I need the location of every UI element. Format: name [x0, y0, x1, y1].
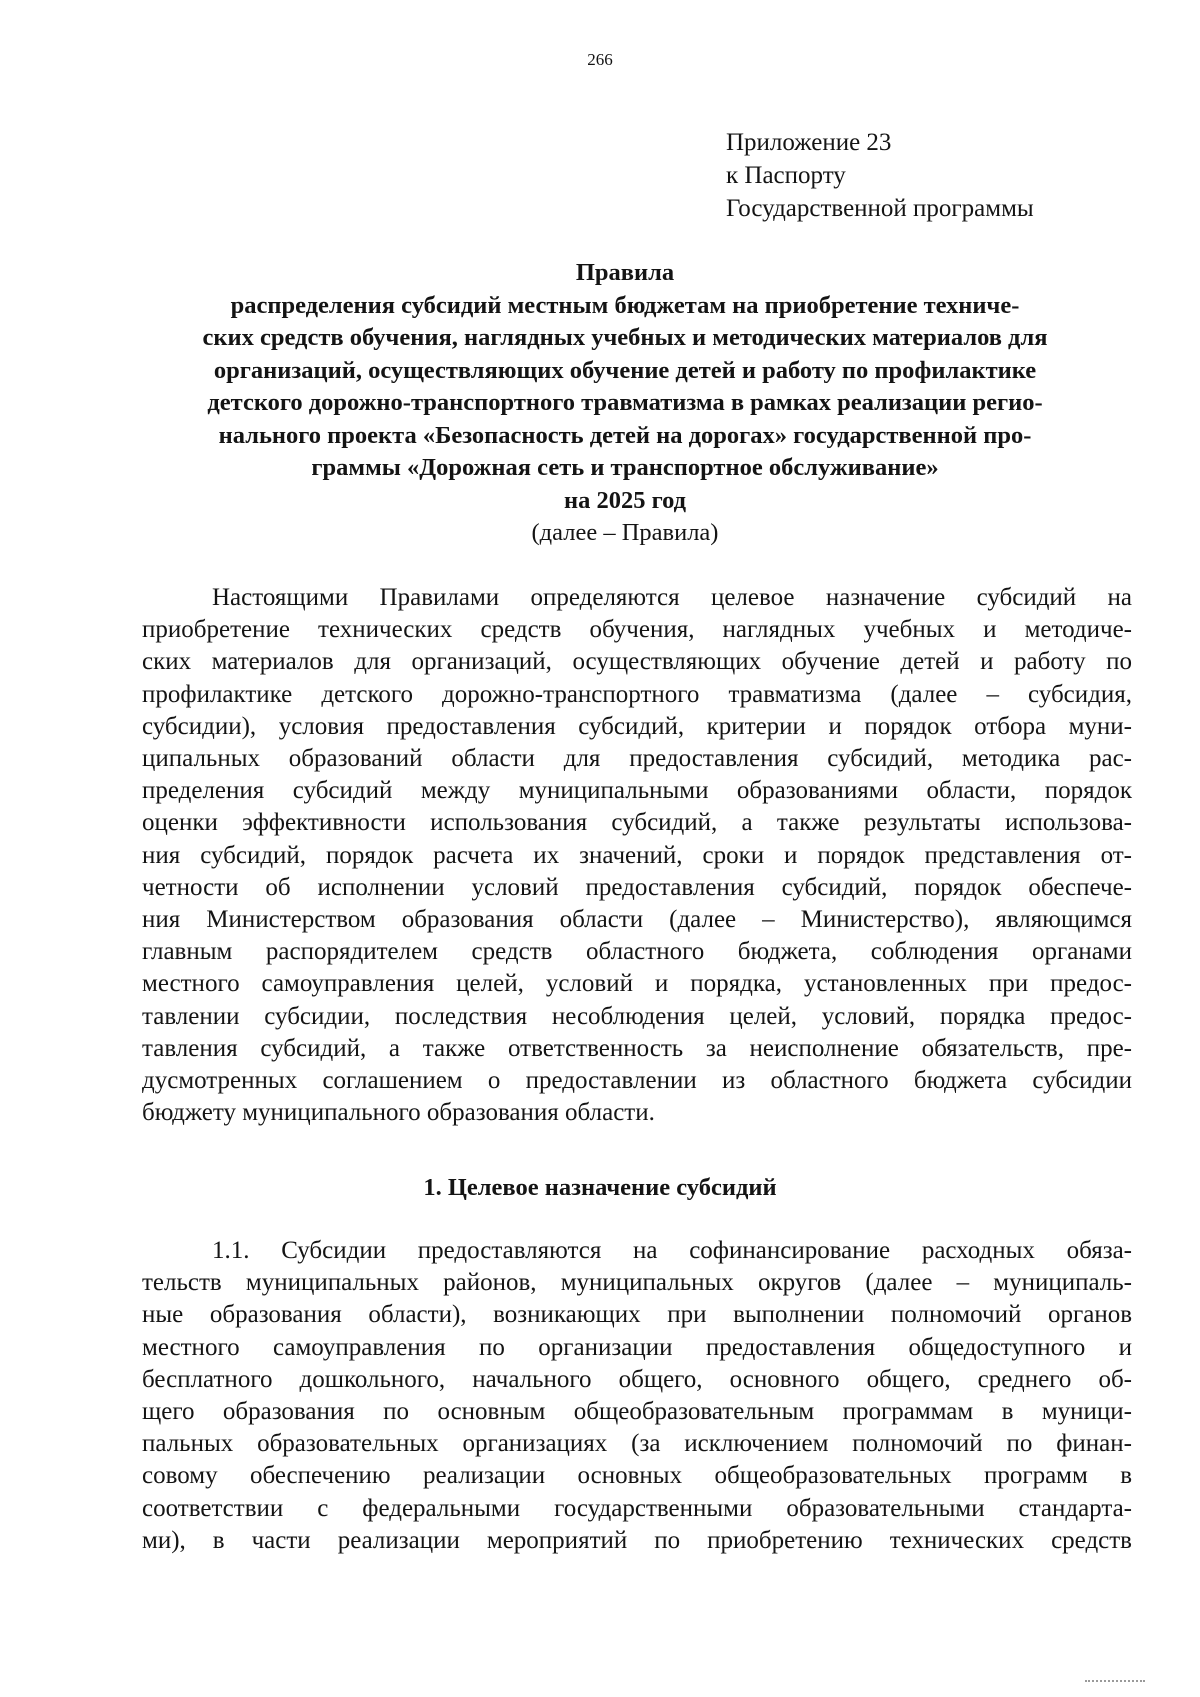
paragraph-line: главным распорядителем средств областного бюджета, соблюдения органами	[142, 938, 1132, 966]
clause-1-1	[142, 1235, 1132, 1557]
paragraph-line: пределения субсидий между муниципальными образованиями области, порядок	[142, 777, 1132, 805]
paragraph-line: тельств муниципальных районов, муниципальных округов (далее – муниципаль-	[142, 1269, 1132, 1297]
paragraph-line: ния субсидий, порядок расчета их значений, сроки и порядок представления от-	[142, 841, 1132, 869]
paragraph-line: ния Министерством образования области (далее – Министерство), являющимся	[142, 906, 1132, 934]
appendix-line: Приложение 23	[726, 129, 892, 156]
paragraph-line: соответствии с федеральными государственными образовательными стандарта-	[142, 1494, 1132, 1522]
paragraph-line: местного самоуправления по организации предоставления общедоступного и	[142, 1333, 1132, 1361]
title-line: нального проекта «Безопасность детей на дорогах» государственной про-	[218, 421, 1032, 449]
paragraph-line: тавлении субсидии, последствия несоблюдения целей, условий, порядка предос-	[142, 1002, 1132, 1030]
paragraph-line: дусмотренных соглашением о предоставлении из областного бюджета субсидии	[142, 1067, 1132, 1095]
paragraph-line: ских материалов для организаций, осуществляющих обучение детей и работу по	[142, 648, 1132, 676]
title-line: граммы «Дорожная сеть и транспортное обслуживание»	[311, 454, 939, 481]
intro-paragraph	[142, 582, 1132, 1129]
paragraph-line: ные образования области), возникающих при выполнении полномочий органов	[142, 1301, 1132, 1329]
paragraph-line: ми), в части реализации мероприятий по приобретению технических средств	[142, 1526, 1132, 1554]
paragraph-line: местного самоуправления целей, условий и порядка, установленных при предос-	[142, 970, 1132, 998]
appendix-line: к Паспорту	[726, 162, 846, 189]
paragraph-line: тавления субсидий, а также ответственность за неисполнение обязательств, пре-	[142, 1034, 1132, 1062]
title-note: (далее – Правила)	[531, 519, 719, 546]
appendix-reference	[726, 126, 1166, 225]
paragraph-line: профилактике детского дорожно-транспортного травматизма (далее – субсидия,	[142, 680, 1132, 708]
title-heading: Правила	[575, 259, 675, 286]
title-line: детского дорожно-транспортного травматизма в рамках реализации регио-	[207, 389, 1043, 416]
section-heading: 1. Целевое назначение субсидий	[423, 1174, 777, 1201]
page-number: 266	[587, 50, 613, 69]
appendix-line: Государственной программы	[726, 195, 1034, 222]
paragraph-line: приобретение технических средств обучения, наглядных учебных и методиче-	[142, 616, 1132, 644]
paragraph-line: совому обеспечению реализации основных общеобразовательных программ в	[142, 1462, 1132, 1490]
title-line: ских средств обучения, наглядных учебных и методических материалов для	[202, 324, 1048, 351]
paragraph-line: четности об исполнении условий предоставления субсидий, порядок обеспече-	[142, 873, 1132, 901]
paragraph-line: 1.1. Субсидии предоставляются на софинансирование расходных обяза-	[212, 1237, 1132, 1264]
paragraph-line: щего образования по основным общеобразовательным программам в муници-	[142, 1398, 1132, 1426]
paragraph-line: бюджету муниципального образования области.	[142, 1099, 655, 1127]
paragraph-line: бесплатного дошкольного, начального общего, основного общего, среднего об-	[142, 1365, 1132, 1393]
scan-artifact-mark	[1085, 1680, 1145, 1688]
title-line: организаций, осуществляющих обучение детей и работу по профилактике	[213, 356, 1037, 384]
paragraph-line: ципальных образований области для предоставления субсидий, методика рас-	[142, 745, 1132, 773]
paragraph-line: Настоящими Правилами определяются целевое назначение субсидий на	[212, 584, 1132, 611]
paragraph-line: субсидии), условия предоставления субсидий, критерии и порядок отбора муни-	[142, 712, 1132, 740]
paragraph-line: оценки эффективности использования субсидий, а также результаты использова-	[142, 809, 1132, 837]
title-line: на 2025 год	[563, 486, 687, 514]
document-title	[130, 257, 1120, 550]
title-line: распределения субсидий местным бюджетам на приобретение техниче-	[230, 291, 1020, 319]
paragraph-line: пальных образовательных организациях (за исключением полномочий по финан-	[142, 1430, 1132, 1458]
